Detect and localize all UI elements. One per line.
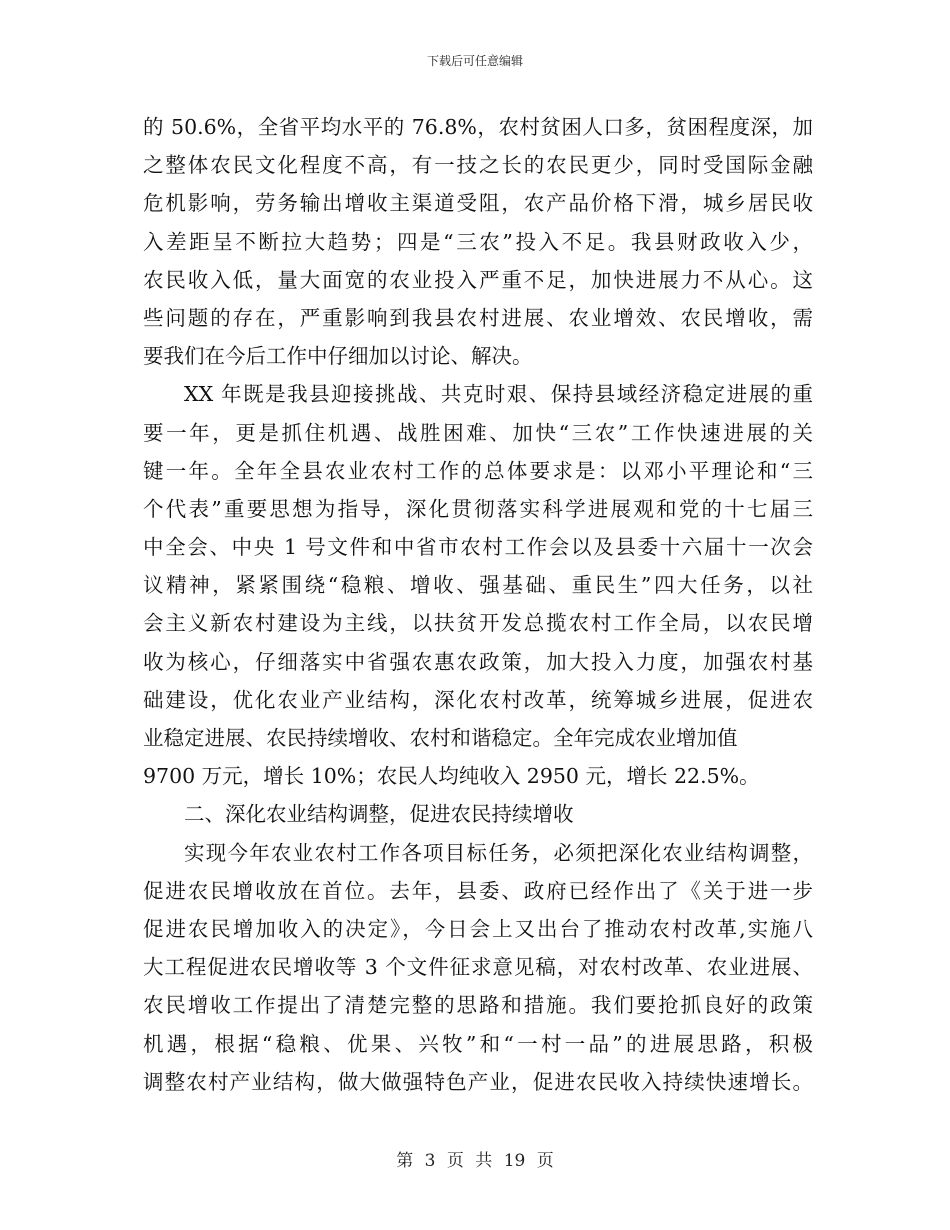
text-line: 议精神，紧紧围绕“稳粮、增收、强基础、重民生”四大任务，以社	[143, 573, 813, 598]
text-line: 要一年，更是抓住机遇、战胜困难、加快“三农”工作快速进展的关	[143, 420, 813, 445]
text-line: 收为核心，仔细落实中省强农惠农政策，加大投入力度，加强农村基	[143, 649, 813, 674]
page-number: 第 3 页 共 19 页	[396, 1151, 554, 1171]
text-line: 些问题的存在，严重影响到我县农村进展、农业增效、农民增收，需	[143, 305, 813, 330]
text-line: XX 年既是我县迎接挑战、共克时艰、保持县域经济稳定进展的重	[184, 382, 813, 407]
text-line: 促进农民增收放在首位。去年，县委、政府已经作出了《关于进一步	[143, 878, 813, 903]
section-heading: 二、深化农业结构调整，促进农民持续增收	[184, 802, 574, 827]
text-line: 的 50.6%，全省平均水平的 76.8%，农村贫困人口多，贫困程度深，加	[143, 115, 813, 139]
text-line: 农民收入低，量大面宽的农业投入严重不足，加快进展力不从心。这	[143, 267, 813, 292]
text-line: 实现今年农业农村工作各项目标任务，必须把深化农业结构调整，	[184, 840, 813, 865]
text-line: 中全会、中央 1 号文件和中省市农村工作会以及县委十六届十一次会	[143, 535, 813, 560]
text-line: 会主义新农村建设为主线，以扶贫开发总揽农村工作全局，以农民增	[143, 611, 813, 636]
page-header: 下载后可任意编辑	[426, 54, 523, 68]
text-line: 机遇，根据“稳粮、优果、兴牧”和“一村一品”的进展思路，积极	[143, 1031, 813, 1056]
text-line: 个代表”重要思想为指导，深化贯彻落实科学进展观和党的十七届三	[143, 496, 813, 521]
text-line: 调整农村产业结构，做大做强特色产业，促进农民收入持续快速增长。	[143, 1069, 813, 1094]
text-line: 础建设，优化农业产业结构，深化农村改革，统筹城乡进展，促进农	[143, 687, 813, 712]
text-line: 大工程促进农民增收等 3 个文件征求意见稿，对农村改革、农业进展、	[143, 955, 813, 980]
text-line: 农民增收工作提出了清楚完整的思路和措施。我们要抢抓良好的政策	[143, 993, 813, 1018]
text-line: 键一年。全年全县农业农村工作的总体要求是：以邓小平理论和“三	[143, 458, 813, 483]
text-line: 之整体农民文化程度不高，有一技之长的农民更少，同时受国际金融	[143, 153, 813, 178]
text-line: 危机影响，劳务输出增收主渠道受阻，农产品价格下滑，城乡居民收	[143, 191, 813, 216]
text-line: 业稳定进展、农民持续增收、农村和谐稳定。全年完成农业增加值	[143, 726, 738, 750]
document-body	[143, 108, 813, 1101]
text-line: 入差距呈不断拉大趋势；四是“三农”投入不足。我县财政收入少，	[143, 229, 813, 254]
text-line: 9700 万元，增长 10%；农民人均纯收入 2950 元，增长 22.5%。	[143, 764, 760, 789]
text-line: 要我们在今后工作中仔细加以讨论、解决。	[143, 344, 533, 369]
text-line: 促进农民增加收入的决定》，今日会上又出台了推动农村改革,实施八	[143, 916, 813, 941]
